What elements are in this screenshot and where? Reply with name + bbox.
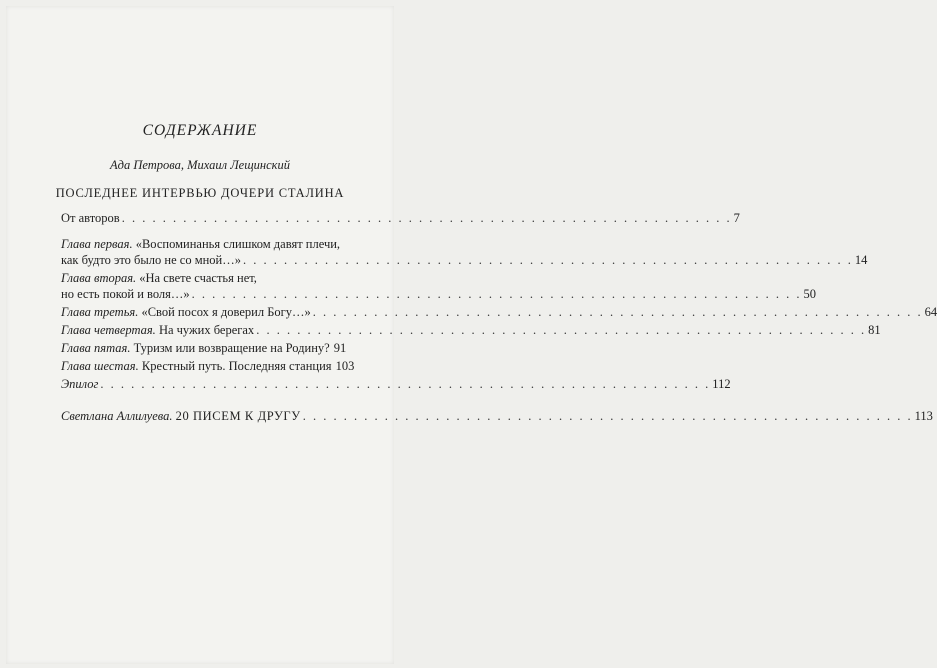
toc-page-number: 112 [712,377,731,391]
part1-title: ПОСЛЕДНЕЕ ИНТЕРВЬЮ ДОЧЕРИ СТАЛИНА [55,186,345,200]
leader-dots [122,210,732,226]
chapter-title-line2: как будто это было не со мной…» [61,253,241,267]
toc-entry-chapter-3 [61,304,937,320]
chapter-label: Глава вторая. [61,271,137,285]
chapter-title: «Свой посох я доверил Богу…» [141,305,311,319]
chapter-label: Глава первая. [61,237,133,251]
toc-entry-epilogue [61,376,731,392]
leader-dots [192,286,802,302]
chapter-title-line1: «Воспоминанья слишком давят плечи, [135,237,341,251]
leader-dots [303,408,913,424]
toc-entry-text: От авторов [61,211,120,225]
toc-entry-authors [61,210,740,226]
toc-page-number: 7 [733,211,740,225]
bleed-through [0,140,400,150]
chapter-title: На чужих берегах [158,323,255,337]
toc-page-number: 14 [854,253,868,267]
toc-entry-chapter-6 [61,358,355,374]
toc-page-number: 64 [924,305,937,319]
toc-entry-part-2 [61,408,933,424]
toc-page-number: 81 [868,323,881,337]
leader-dots [256,322,866,338]
chapter-title-line1: «На свете счастья нет, [139,271,257,285]
toc-page-number: 103 [335,359,355,373]
part2-author: Светлана Аллилуева. [61,409,173,423]
chapter-label: Глава четвертая. [61,323,156,337]
toc-entry-chapter-2 [61,270,817,302]
contents-heading: СОДЕРЖАНИЕ [142,122,258,139]
table-of-contents [61,210,937,424]
chapter-title: Туризм или возвращение на Родину? [133,341,330,355]
part1-authors: Ада Петрова, Михаил Лещинский [109,158,291,172]
toc-entry-chapter-5 [61,340,347,356]
epilogue-label: Эпилог [61,377,99,391]
toc-page-number: 50 [803,287,817,301]
chapter-label: Глава третья. [61,305,139,319]
chapter-label: Глава пятая. [61,341,131,355]
toc-page-number: 91 [333,341,347,355]
chapter-title: Крестный путь. Последняя станция [141,359,332,373]
leader-dots [100,376,710,392]
chapter-label: Глава шестая. [61,359,139,373]
chapter-title-line2: но есть покой и воля…» [61,287,190,301]
toc-entry-chapter-4 [61,322,881,338]
part2-title: 20 ПИСЕМ К ДРУГУ [175,409,301,423]
leader-dots [313,304,923,320]
toc-entry-chapter-1 [61,236,868,268]
toc-page-number: 113 [914,409,933,423]
leader-dots [243,252,853,268]
